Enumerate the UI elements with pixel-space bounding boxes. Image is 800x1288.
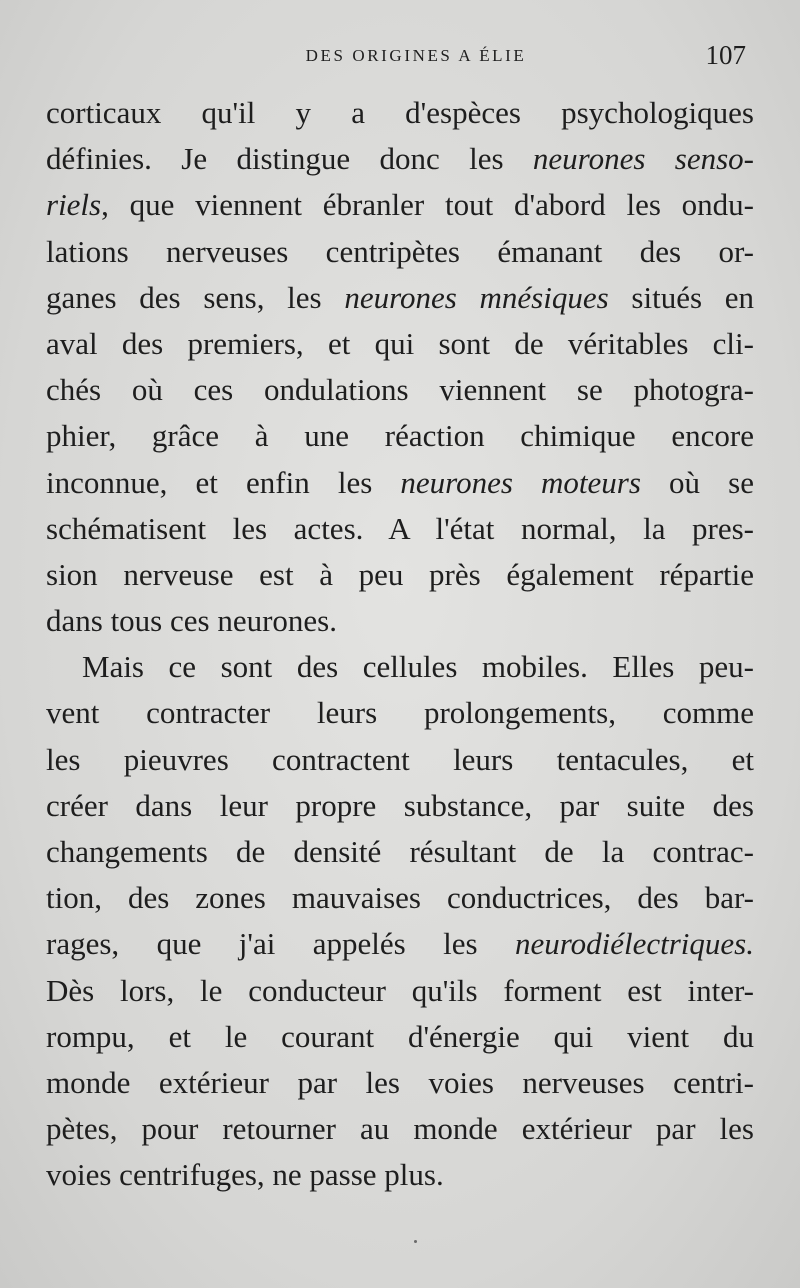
text-line (46, 783, 754, 829)
text-run: les pieuvres contractent leurs tentacules, et (46, 741, 754, 777)
paragraph (46, 644, 754, 1198)
text-line (46, 1014, 754, 1060)
text-line (46, 921, 754, 967)
paragraph (46, 90, 754, 644)
text-run: où se (640, 464, 754, 500)
text-run: sion nerveuse est à peu près également répartie (46, 556, 754, 592)
running-head (46, 38, 746, 74)
body-text (46, 90, 754, 1199)
text-line (46, 644, 754, 690)
italic-term: neurones mnésiques (344, 279, 609, 315)
text-run: lations nerveuses centripètes émanant des or- (46, 233, 754, 269)
text-line (46, 275, 754, 321)
text-line (46, 229, 754, 275)
text-line (46, 1060, 754, 1106)
text-run: pètes, pour retourner au monde extérieur par les (46, 1111, 754, 1147)
text-run: monde extérieur par les voies nerveuses centri- (46, 1064, 754, 1100)
text-line (46, 460, 754, 506)
text-line (46, 875, 754, 921)
text-run: situés en (608, 279, 754, 315)
text-run: chés où ces ondulations viennent se photogra- (46, 372, 754, 408)
text-run: rompu, et le courant d'énergie qui vient du (46, 1018, 754, 1054)
text-run: , que viennent ébranler tout d'abord les ondu- (101, 187, 754, 223)
italic-term: neurones senso- (532, 141, 754, 177)
text-run: dans tous ces neurones. (46, 603, 337, 639)
text-line (46, 321, 754, 367)
text-line (46, 136, 754, 182)
text-line (46, 552, 754, 598)
italic-term: riels (46, 187, 102, 223)
text-run: corticaux qu'il y a d'espèces psychologiques (46, 95, 754, 130)
text-line (46, 90, 754, 136)
text-run: changements de densité résultant de la contrac- (46, 834, 754, 869)
text-run: phier, grâce à une réaction chimique encore (46, 418, 754, 454)
italic-term: neurones moteurs (400, 464, 641, 500)
italic-term: neurodiélectriques. (514, 926, 754, 962)
text-line (46, 829, 754, 875)
text-line (46, 968, 754, 1014)
text-line (46, 690, 754, 736)
text-run: rages, que j'ai appelés les (46, 926, 515, 962)
text-line (46, 1152, 754, 1198)
text-line (46, 506, 754, 552)
text-run: créer dans leur propre substance, par suite des (46, 787, 754, 823)
text-run: aval des premiers, et qui sont de véritables cli- (46, 325, 754, 361)
text-run: définies. Je distingue donc les (46, 141, 533, 177)
text-line (46, 598, 754, 644)
text-run: tion, des zones mauvaises conductrices, des bar- (46, 880, 754, 916)
text-run: inconnue, et enfin les (46, 464, 401, 500)
ink-speck (414, 1240, 417, 1243)
text-run: voies centrifuges, ne passe plus. (46, 1157, 444, 1193)
text-run: ganes des sens, les (46, 279, 345, 315)
text-line (46, 367, 754, 413)
text-line (46, 737, 754, 783)
page-number: 107 (705, 40, 746, 70)
text-run: Mais ce sont des cellules mobiles. Elles peu- (82, 649, 754, 685)
text-line (46, 182, 754, 228)
text-line (46, 413, 754, 459)
running-title: DES ORIGINES A ÉLIE (305, 46, 527, 65)
text-run: vent contracter leurs prolongements, comme (46, 695, 754, 731)
text-run: Dès lors, le conducteur qu'ils forment est inter- (46, 972, 754, 1008)
text-line (46, 1106, 754, 1152)
text-run: schématisent les actes. A l'état normal, la pres- (46, 510, 754, 546)
